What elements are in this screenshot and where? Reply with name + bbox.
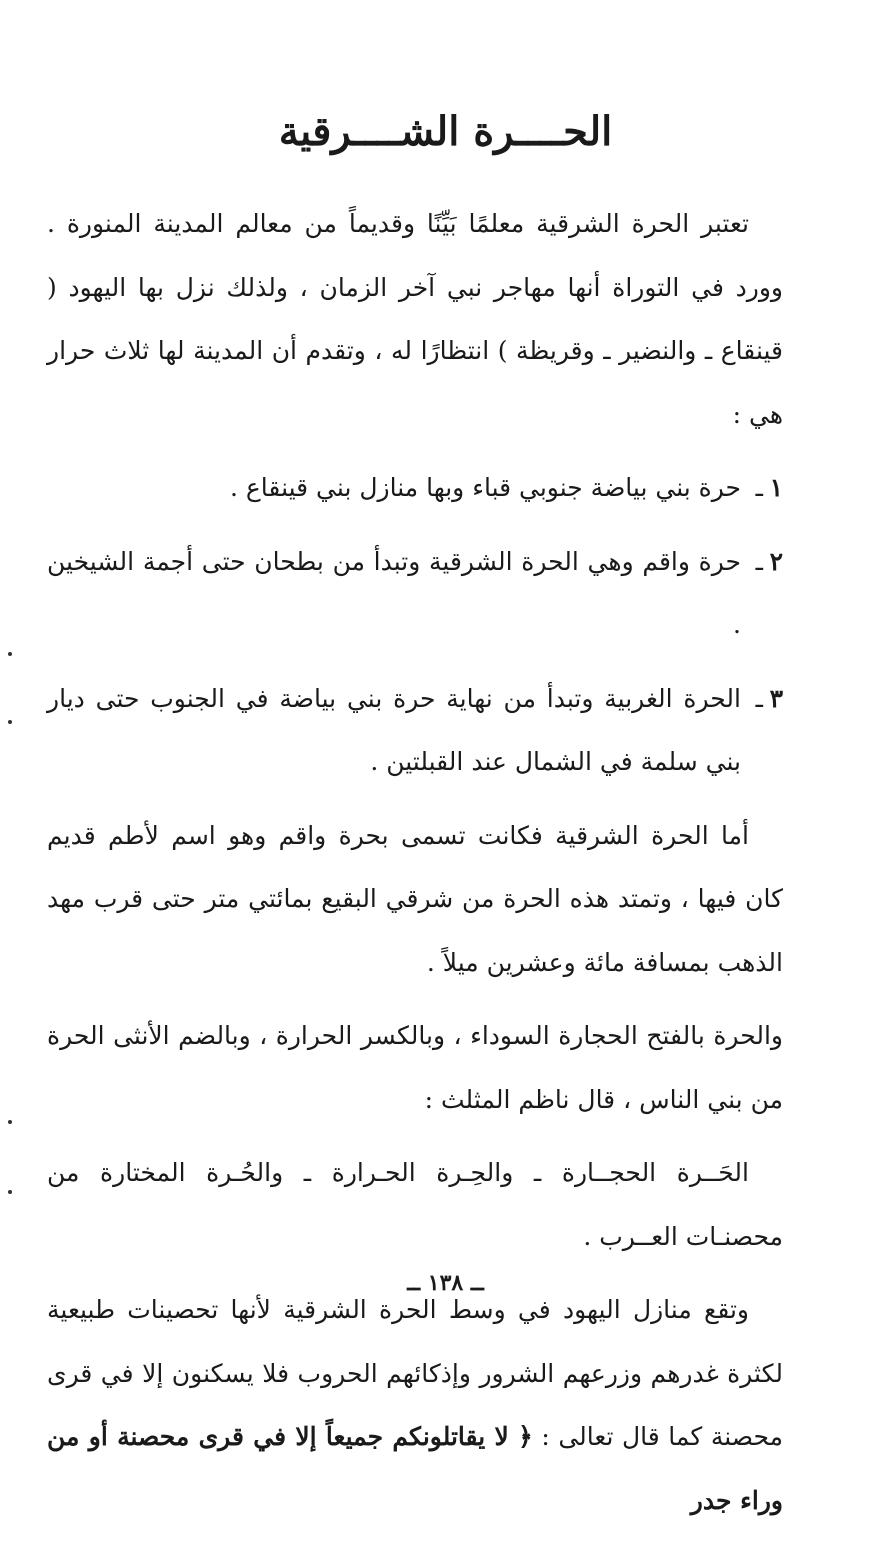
list-item-3 [47,667,783,794]
list-number: ٢ [769,546,783,576]
list-separator: ـ [755,473,763,502]
paragraph-definition: والحرة بالفتح الحجارة السوداء ، وبالكسر الحرارة ، وبالضم الأنثى الحرة من بني الناس ، قال ناظم المثلث : [47,1021,783,1114]
paragraph-text: وتقع منازل اليهود في وسط الحرة الشرقية لأنها تحصينات طبيعية لكثرة غدرهم وزرعهم الشرور وإذكائهم الحروب فلا يسكنون إلا في قرى محصنة كما قال تعالى : [47,1295,783,1451]
margin-dot [8,1190,12,1194]
list-text: حرة واقم وهي الحرة الشرقية وتبدأ من بطحان حتى أجمة الشيخين . [47,546,741,639]
page-number: ــ ١٣٨ ــ [407,1270,484,1296]
paragraph-east-harra: أما الحرة الشرقية فكانت تسمى بحرة واقم وهو اسم لأطم قديم كان فيها ، وتمتد هذه الحرة من شرقي البقيع بمائتي متر حتى قرب مهد الذهب بمسافة مائة وعشرين ميلاً . [47,820,783,977]
list-item-1 [47,456,783,520]
paragraph-jews-dwellings [47,1278,783,1532]
list-item-2 [47,530,783,657]
page-body [47,192,783,1542]
list-separator: ـ [755,683,763,713]
paragraph-intro: تعتبر الحرة الشرقية معلمًا بَيِّنًا وقديماً من معالم المدينة المنورة . وورد في التوراة أنها مهاجر نبي آخر الزمان ، ولذلك نزل بها اليهود ( قينقاع ـ والنضير ـ وقريظة ) انتظارًا له ، وتقدم أن المدينة لها ثلاث حرار هي : [47,209,783,429]
list-number: ١ [769,473,783,502]
margin-dot [8,652,12,656]
list-text: حرة بني بياضة جنوبي قباء وبها منازل بني قينقاع . [230,473,741,502]
list-separator: ـ [755,546,763,576]
list-number: ٣ [769,683,783,713]
list-text: الحرة الغربية وتبدأ من نهاية حرة بني بياضة في الجنوب حتى ديار بني سلمة في الشمال عند القبلتين . [47,683,741,776]
paragraph-verse-poem: الحَــرة الحجــارة ـ والحِـرة الحـرارة ـ والحُـرة المختارة من محصنـات العــرب . [47,1158,783,1251]
quran-verse: ﴿ لا يقاتلونكم جميعاً إلا في قرى محصنة أو من وراء جدر [47,1422,783,1515]
margin-dot [8,720,12,724]
chapter-title: الحــــرة الشــــرقية [278,108,613,155]
margin-dot [8,1120,12,1124]
